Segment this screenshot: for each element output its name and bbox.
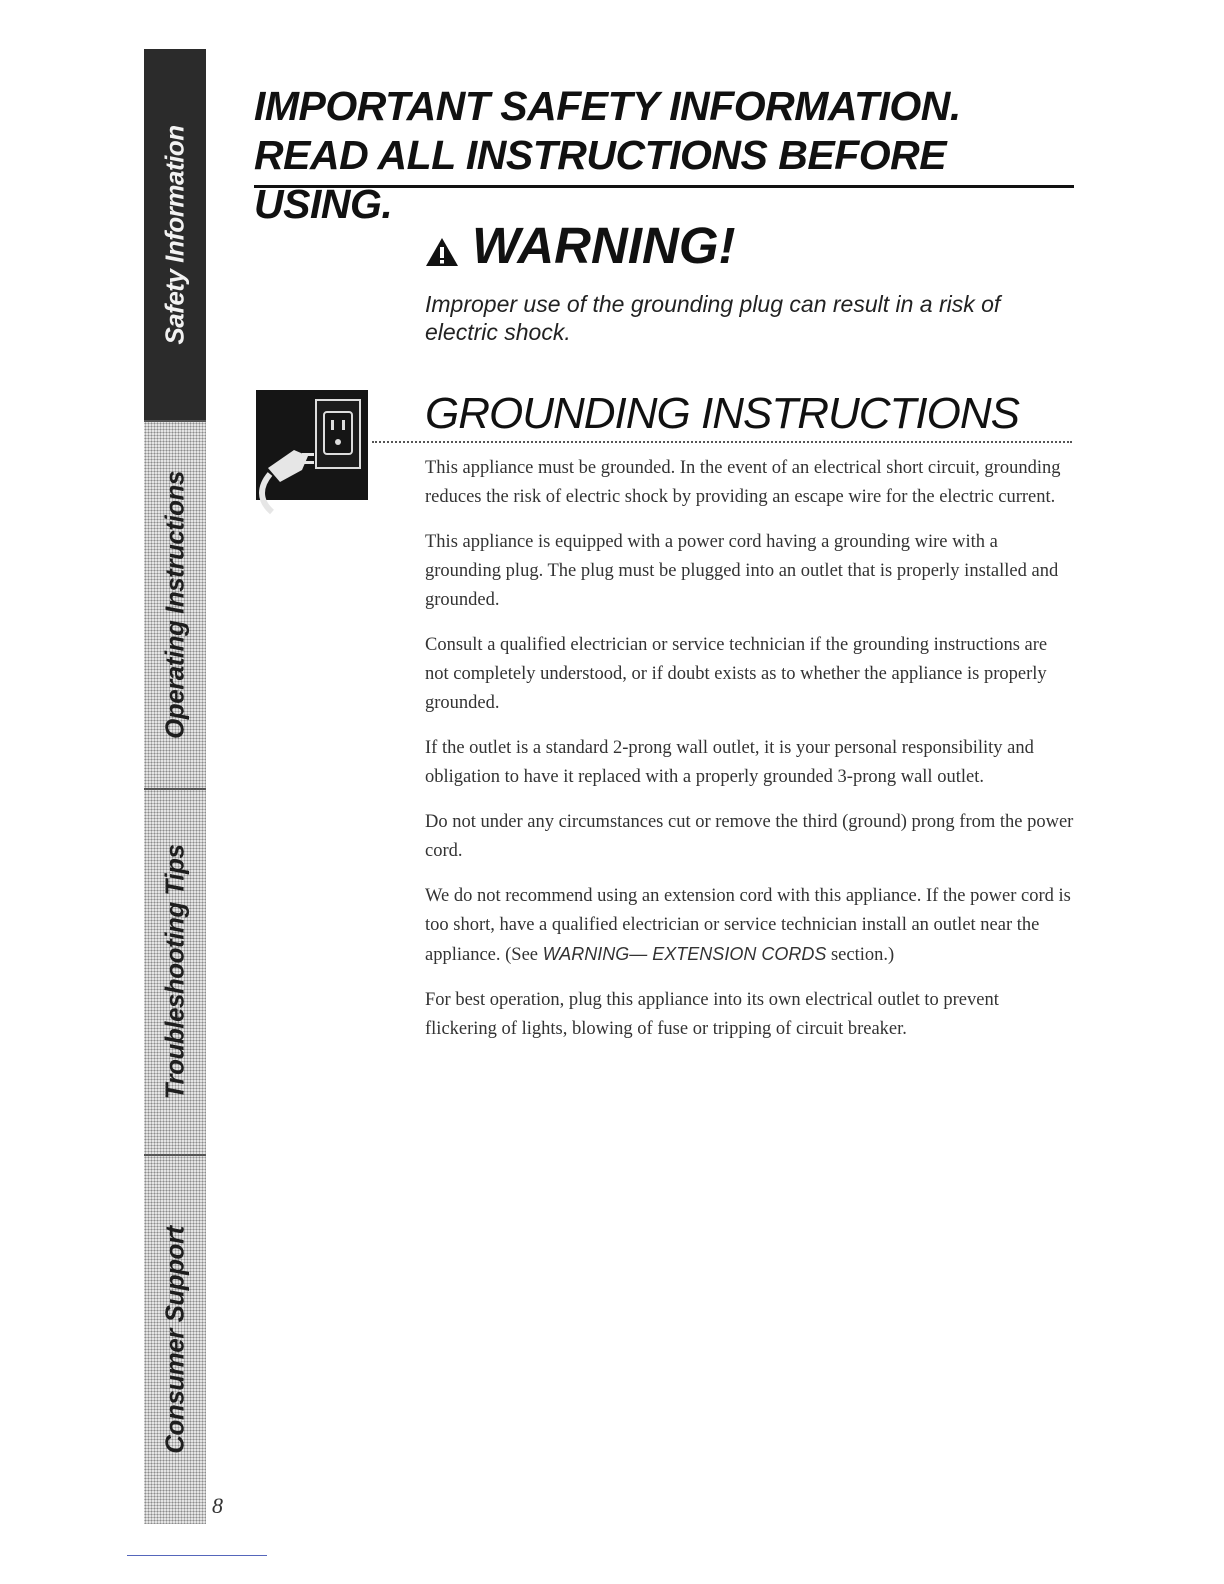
paragraph-text: section.) xyxy=(826,945,895,965)
section-body xyxy=(425,454,1075,1060)
title-line-2: READ ALL INSTRUCTIONS BEFORE USING. xyxy=(254,132,947,227)
tab-label: Operating Instructions xyxy=(159,471,190,739)
section-divider xyxy=(372,441,1072,443)
extension-cord-paragraph xyxy=(425,882,1075,970)
tab-label: Troubleshooting Tips xyxy=(159,844,190,1100)
warning-title: WARNING! xyxy=(472,217,736,274)
bottom-rule xyxy=(127,1555,267,1556)
paragraph: Consult a qualified electrician or service technician if the grounding instructions are not completely understood, or if doubt exists as to whether the appliance is properly grounded. xyxy=(425,635,1048,713)
section-title: GROUNDING INSTRUCTIONS xyxy=(425,389,1019,438)
paragraph: This appliance is equipped with a power cord having a grounding wire with a grounding plug. The plug must be plugged into an outlet that is properly installed and grounded. xyxy=(425,532,1059,610)
page-number: 8 xyxy=(212,1493,223,1518)
tab-consumer-support xyxy=(144,1154,206,1524)
tab-operating-instructions xyxy=(144,420,206,788)
paragraph: If the outlet is a standard 2-prong wall outlet, it is your personal responsibility and obligation to have it replaced with a properly grounded 3-prong wall outlet. xyxy=(425,738,1034,787)
tab-safety-information xyxy=(144,49,206,420)
grounding-plug-outlet-icon xyxy=(250,390,380,520)
paragraph: Do not under any circumstances cut or remove the third (ground) prong from the power cord. xyxy=(425,812,1074,861)
warning-triangle-icon xyxy=(425,237,459,267)
tab-label: Consumer Support xyxy=(159,1226,190,1454)
title-underline xyxy=(254,185,1074,188)
section-tabs xyxy=(144,49,206,1524)
paragraph-text: We do not recommend using an extension cord with this appliance. If the power cord is too short, have a qualified electrician or service technician install an outlet near the appliance. (See xyxy=(425,886,1071,965)
paragraph: For best operation, plug this appliance into its own electrical outlet to prevent flickering of lights, blowing of fuse or tripping of circuit breaker. xyxy=(425,990,999,1039)
page-title xyxy=(254,82,1074,229)
tab-label: Safety Information xyxy=(159,124,190,345)
title-line-1: IMPORTANT SAFETY INFORMATION. xyxy=(254,83,961,129)
warning-text: Improper use of the grounding plug can result in a risk of electric shock. xyxy=(425,291,1001,345)
paragraph: This appliance must be grounded. In the event of an electrical short circuit, grounding reduces the risk of electric shock by providing an escape wire for the electric current. xyxy=(425,458,1061,507)
cross-reference: WARNING— EXTENSION CORDS xyxy=(542,944,827,964)
tab-troubleshooting-tips xyxy=(144,788,206,1154)
